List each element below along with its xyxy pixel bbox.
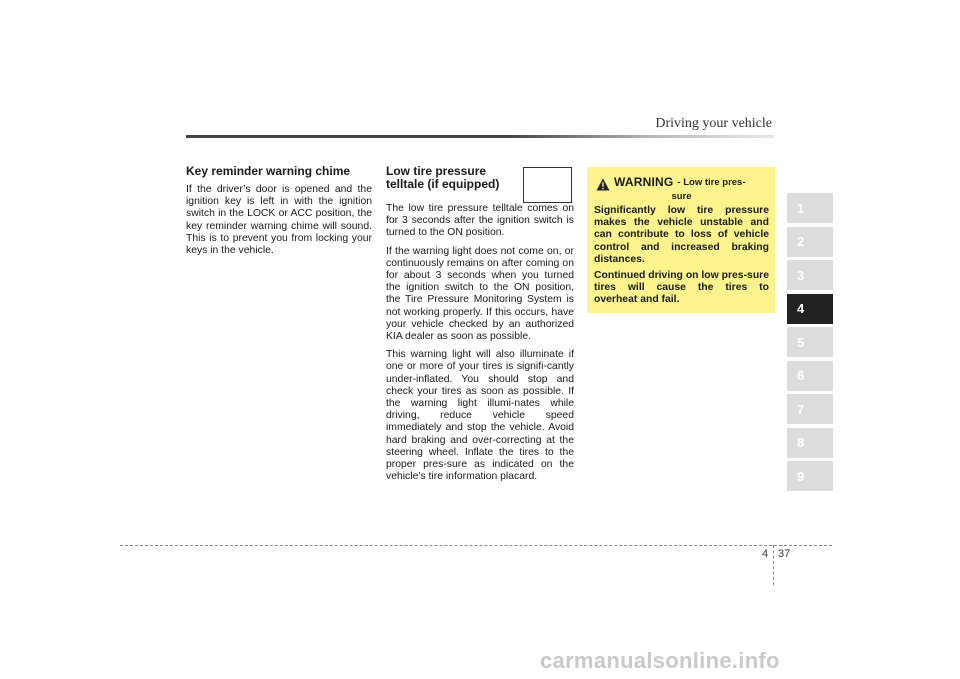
section-title: Driving your vehicle xyxy=(655,116,772,131)
chapter-tab-1[interactable]: 1 xyxy=(787,193,833,223)
low-tire-paragraph: The low tire pressure telltale comes on for 3 seconds after the ignition switch is turned to the ON position. xyxy=(386,203,574,239)
low-tire-paragraph: This warning light will also illuminate if one or more of your tires is signifi-cantly under-inflated. You should stop and check your tires as soon as possible. If the warning light illumi-nates while driving, reduce vehicle speed immediately and stop the vehicle. Avoid hard braking and over-correcting at the steering wheel. Inflate the tires to the proper pres-sure as indicated on the vehicle’s tire information placard. xyxy=(386,349,574,483)
low-tire-heading xyxy=(386,165,516,191)
warning-paragraph: Significantly low tire pressure makes the vehicle unstable and can contribute to loss of vehicle control and increased braking distances. xyxy=(594,205,769,265)
warning-subtitle: - Low tire pres- xyxy=(677,177,746,188)
telltale-image-placeholder xyxy=(523,167,572,203)
warning-box xyxy=(587,167,775,313)
chapter-tab-9[interactable]: 9 xyxy=(787,461,833,491)
footer-chapter-number: 4 xyxy=(762,548,769,560)
footer-page-separator xyxy=(773,545,774,585)
chapter-tab-6[interactable]: 6 xyxy=(787,361,833,391)
watermark: carmanualsonline.info xyxy=(540,648,780,673)
key-reminder-heading: Key reminder warning chime xyxy=(186,164,351,178)
warning-header xyxy=(594,175,769,191)
chapter-tab-3[interactable]: 3 xyxy=(787,260,833,290)
warning-subtitle-cont: sure xyxy=(671,191,692,202)
low-tire-heading-line2: telltale (if equipped) xyxy=(386,177,500,191)
low-tire-heading-line1: Low tire pressure xyxy=(386,164,487,178)
key-reminder-paragraph: If the driver’s door is opened and the ignition key is left in with the ignition switch in the LOCK or ACC position, the key reminder warning chime will sound. This is to prevent you from locking your keys in the vehicle. xyxy=(186,184,372,257)
warning-title: WARNING xyxy=(614,175,674,189)
warning-body xyxy=(594,205,769,307)
header-divider xyxy=(186,135,774,138)
chapter-tab-5[interactable]: 5 xyxy=(787,327,833,357)
warning-triangle-icon xyxy=(596,178,610,191)
chapter-tab-4[interactable]: 4 xyxy=(787,294,833,324)
footer-page-number: 37 xyxy=(778,548,791,560)
low-tire-paragraph: If the warning light does not come on, or continuously remains on after coming on for about 3 seconds when you turned the ignition switch to the ON position, the Tire Pressure Monitoring System is not working properly. If this occurs, have your vehicle checked by an authorized KIA dealer as soon as possible. xyxy=(386,245,574,343)
key-reminder-section xyxy=(186,165,372,263)
low-tire-pressure-section xyxy=(386,165,574,489)
chapter-tab-8[interactable]: 8 xyxy=(787,428,833,458)
warning-paragraph: Continued driving on low pres-sure tires will cause the tires to overheat and fail. xyxy=(594,270,769,306)
chapter-tab-2[interactable]: 2 xyxy=(787,227,833,257)
footer-divider xyxy=(120,545,832,546)
chapter-tabs xyxy=(787,193,833,495)
chapter-tab-7[interactable]: 7 xyxy=(787,394,833,424)
